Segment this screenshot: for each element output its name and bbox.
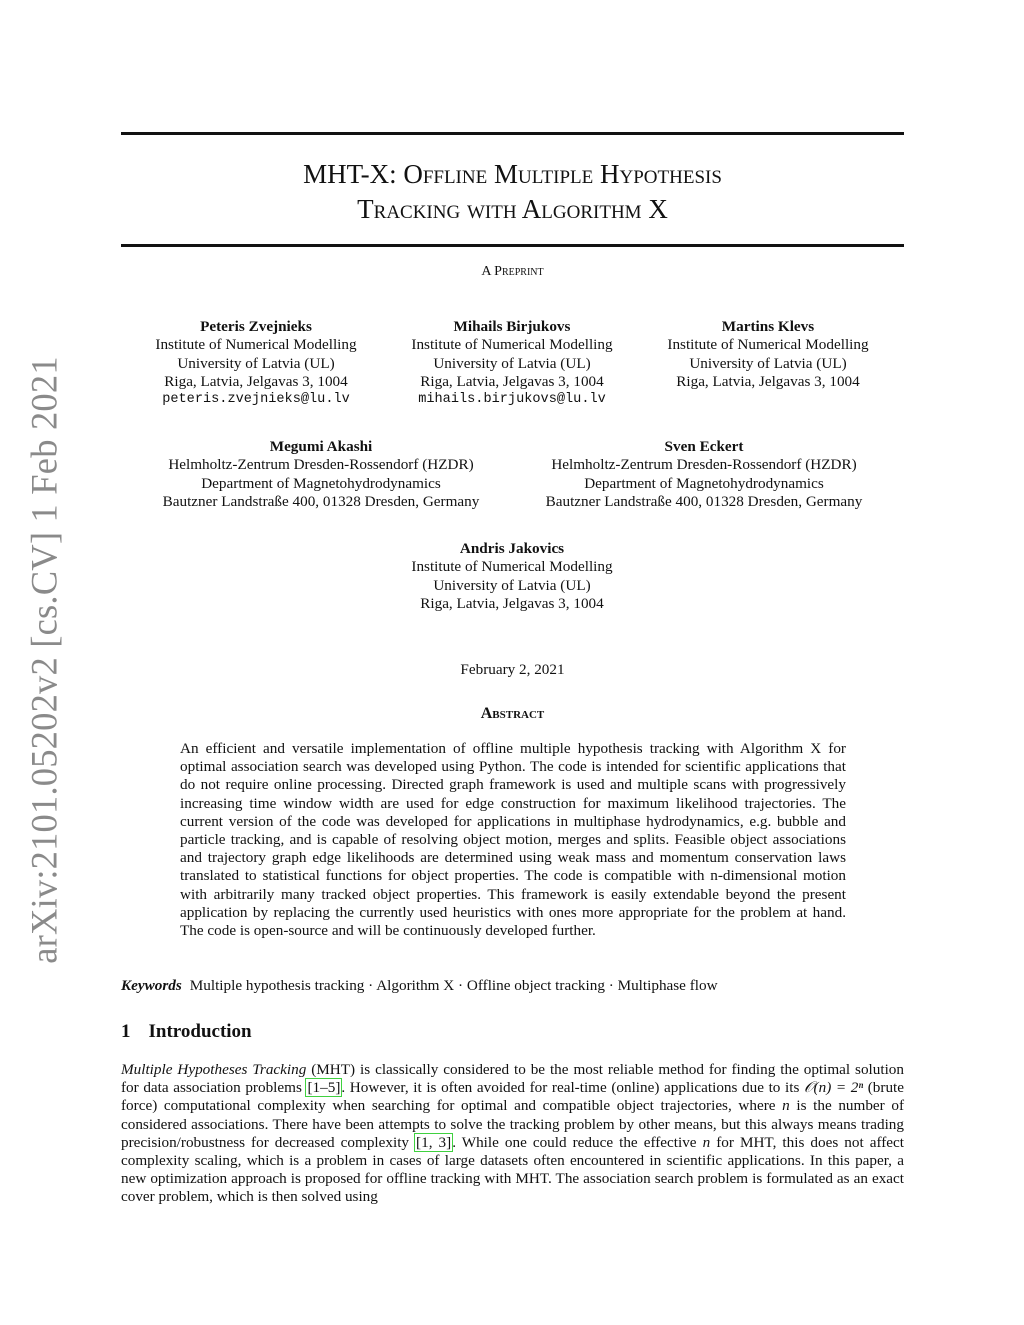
section-title: Introduction <box>148 1021 252 1042</box>
author-affiliation: Institute of Numerical Modelling <box>411 558 613 576</box>
author-affiliation: Institute of Numerical Modelling <box>667 336 869 354</box>
section-number: 1 <box>121 1021 131 1042</box>
arxiv-identifier: arXiv:2101.05202v2 [cs.CV] 1 Feb 2021 <box>23 356 65 964</box>
author-affiliation: Institute of Numerical Modelling <box>411 336 613 354</box>
abstract-text: An efficient and versatile implementation of offline multiple hypothesis tracking with Algorithm X for optimal association search was developed using Python. The code is intended for scientific applications that do not require online processing. Directed graph framework is used and multiple scans with progressively increasing time window width are used for edge construction for maximum likelihood trajectories. The current version of the code was developed for applications in multiphase hydrodynamics, e.g. bubble and particle tracking, and is capable of resolving object motion, merges and splits. Feasible object associations and trajectory graph edge likelihoods are determined using weak mass and momentum conservation laws translated to statistical functions for object properties. The code is compatible with n-dimensional motion with arbitrarily many tracked object properties. This framework is easily extendable beyond the present application by replacing the currently used heuristics with ones more appropriate for the problem at hand. The code is open-source and will be continuously developed further. <box>180 740 846 940</box>
title-rule-top <box>121 132 904 135</box>
keywords <box>121 977 904 995</box>
author-affiliation: University of Latvia (UL) <box>433 576 591 594</box>
preprint-label: A Preprint <box>481 264 544 279</box>
citation-link[interactable]: [1, 3] <box>416 1133 452 1151</box>
author-affiliation: University of Latvia (UL) <box>177 354 335 372</box>
intro-text: (MHT) is classically considered to be the most reliable method for finding the optimal solution for data association problems <box>121 1061 904 1097</box>
title-line-2: Tracking with Algorithm X <box>357 194 668 224</box>
intro-text: for MHT, this does not affect complexity scaling, which is a problem in cases of large datasets often encountered in scientific applications. In this paper, a new optimization approach is proposed for offline tracking with MHT. The association search problem is formulated as an exact cover problem, which is then solved using <box>121 1133 904 1206</box>
title-line-1: MHT-X: Offline Multiple Hypothesis <box>303 159 722 189</box>
author-address: Riga, Latvia, Jelgavas 3, 1004 <box>420 372 604 390</box>
title-rule-bottom <box>121 244 904 247</box>
author-email[interactable]: peteris.zvejnieks@lu.lv <box>162 392 350 408</box>
section-heading-introduction <box>121 1021 252 1043</box>
publication-date: February 2, 2021 <box>460 661 565 678</box>
author-address: Bautzner Landstraße 400, 01328 Dresden, Germany <box>162 492 480 510</box>
intro-text: is the number of considered associations. There have been attempts to solve the tracking problem by other means, but this always means trading precision/robustness for decreased complexity <box>121 1097 904 1151</box>
math-variable: n <box>782 1097 790 1115</box>
citation-link[interactable]: [1–5] <box>307 1079 341 1097</box>
keywords-label: Keywords <box>121 977 182 994</box>
author-address: Bautzner Landstraße 400, 01328 Dresden, Germany <box>545 492 863 510</box>
author-name: Sven Eckert <box>664 438 744 455</box>
author-block <box>362 540 662 613</box>
author-address: Riga, Latvia, Jelgavas 3, 1004 <box>420 594 604 612</box>
author-affiliation: Department of Magnetohydrodynamics <box>201 474 441 492</box>
abstract-heading: Abstract <box>480 705 545 722</box>
author-affiliation: University of Latvia (UL) <box>689 354 847 372</box>
author-block <box>377 318 647 409</box>
author-name: Mihails Birjukovs <box>453 318 571 335</box>
author-affiliation: Department of Magnetohydrodynamics <box>584 474 824 492</box>
paper-title <box>121 157 904 227</box>
keywords-list: Multiple hypothesis tracking · Algorithm X · Offline object tracking · Multiphase flow <box>189 977 718 994</box>
author-block <box>121 438 521 511</box>
author-address: Riga, Latvia, Jelgavas 3, 1004 <box>676 372 860 390</box>
author-affiliation: Institute of Numerical Modelling <box>155 336 357 354</box>
author-block <box>121 318 391 409</box>
author-name: Martins Klevs <box>721 318 815 335</box>
author-name: Peteris Zvejnieks <box>200 318 312 335</box>
intro-text: (brute force) computational complexity when searching for optimal and compatible object trajectories, where <box>121 1079 905 1115</box>
author-affiliation: University of Latvia (UL) <box>433 354 591 372</box>
intro-text: . While one could reduce the effective <box>452 1133 703 1151</box>
author-address: Riga, Latvia, Jelgavas 3, 1004 <box>164 372 348 390</box>
author-email[interactable]: mihails.birjukovs@lu.lv <box>418 392 606 408</box>
author-block <box>504 438 904 511</box>
introduction-paragraph <box>121 1061 904 1207</box>
author-affiliation: Helmholtz-Zentrum Dresden-Rossendorf (HZDR) <box>168 456 474 474</box>
author-name: Megumi Akashi <box>269 438 373 455</box>
author-name: Andris Jakovics <box>459 540 565 557</box>
math-complexity: 𝒪(n) = 2ⁿ <box>803 1079 864 1097</box>
intro-term: Multiple Hypotheses Tracking <box>121 1061 307 1078</box>
intro-text: . However, it is often avoided for real-time (online) applications due to its <box>341 1079 804 1097</box>
author-block <box>633 318 903 391</box>
author-affiliation: Helmholtz-Zentrum Dresden-Rossendorf (HZDR) <box>551 456 857 474</box>
math-variable: n <box>702 1133 711 1151</box>
